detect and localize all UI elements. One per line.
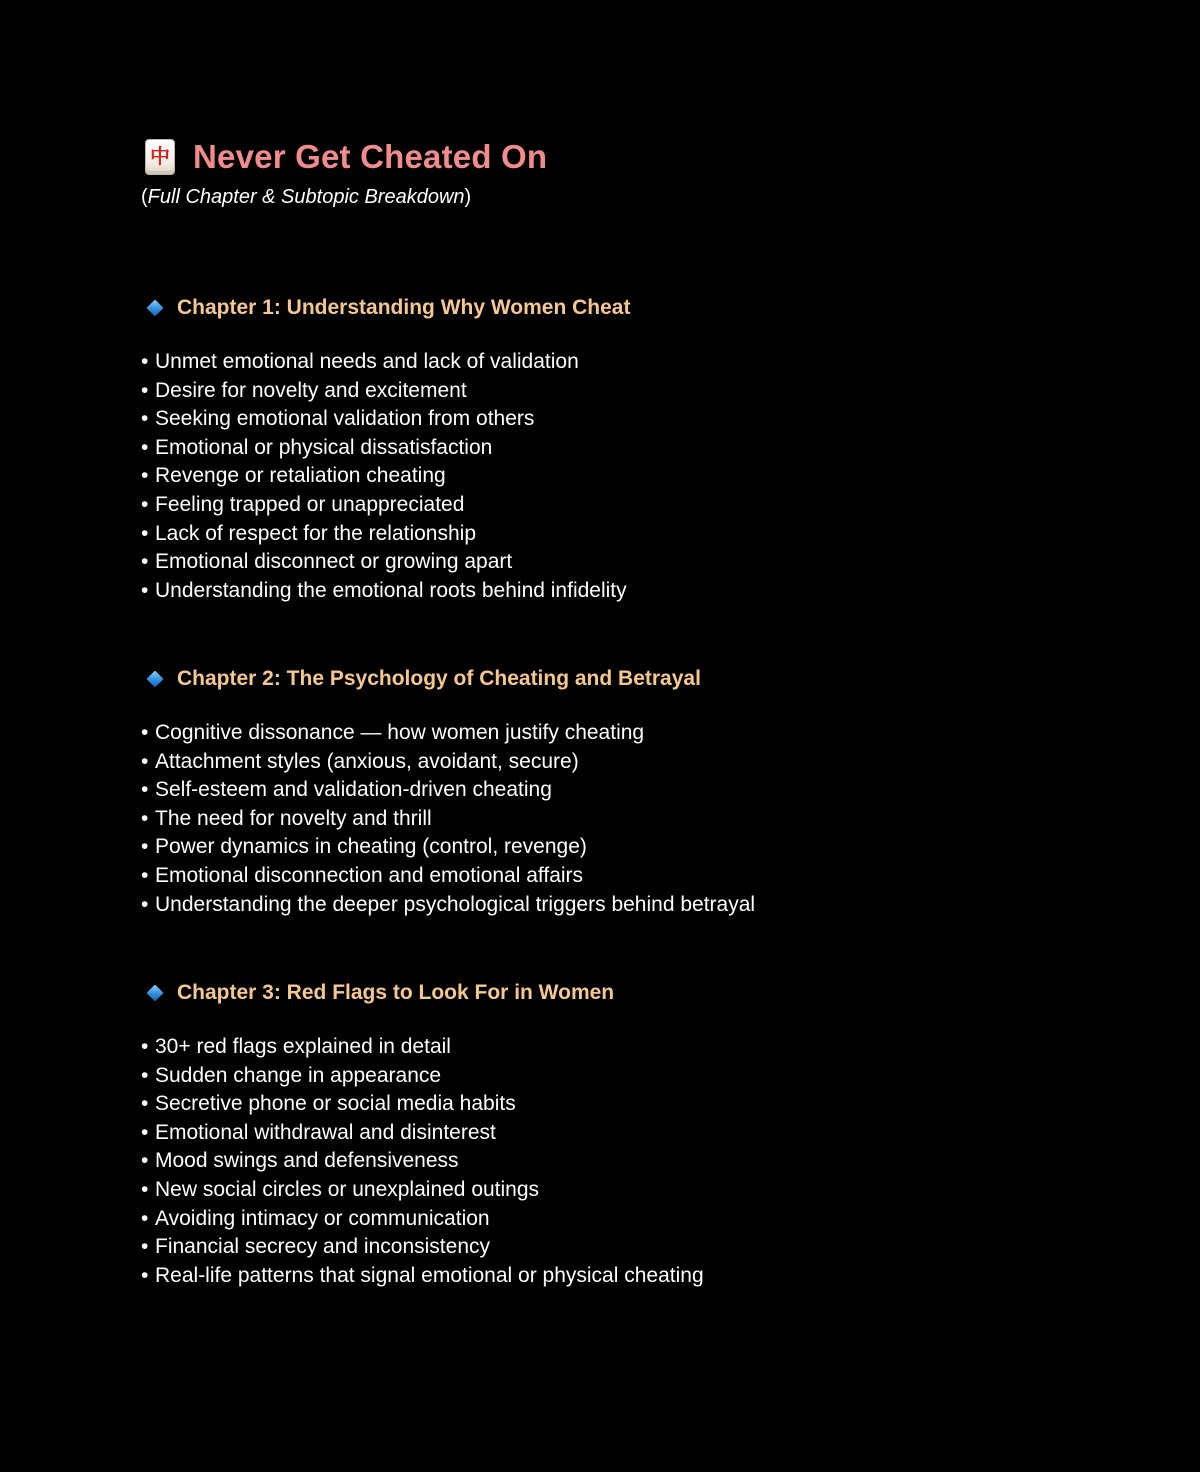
list-item-text: Emotional withdrawal and disinterest — [155, 1120, 496, 1144]
chapter-title: Chapter 3: Red Flags to Look For in Women — [177, 981, 615, 1004]
list-item — [141, 833, 1141, 862]
bullet: • — [141, 892, 149, 916]
bullet: • — [141, 806, 149, 830]
bullet: • — [141, 1206, 149, 1230]
blue-diamond-icon — [147, 985, 164, 1002]
list-item — [141, 548, 1141, 577]
list-item-text: Mood swings and defensiveness — [155, 1149, 459, 1173]
list-item — [141, 462, 1141, 491]
list-item — [141, 348, 1141, 377]
bullet: • — [141, 464, 149, 488]
chapter-subtopic-list — [141, 1033, 1141, 1290]
list-item-text: Sudden change in appearance — [155, 1063, 442, 1087]
list-item-text: 30+ red flags explained in detail — [155, 1035, 451, 1058]
chapter-subtopic-list — [141, 719, 1141, 919]
bullet: • — [141, 378, 149, 402]
list-item — [141, 805, 1141, 834]
list-item-text: Avoiding intimacy or communication — [155, 1206, 490, 1230]
bullet: • — [141, 407, 149, 431]
list-item — [141, 520, 1141, 549]
chapter-title: Chapter 2: The Psychology of Cheating and Betrayal — [177, 667, 701, 690]
bullet: • — [141, 749, 149, 773]
list-item — [141, 1062, 1141, 1091]
subtitle-text: Full Chapter & Subtopic Breakdown — [147, 186, 465, 208]
list-item — [141, 1176, 1141, 1205]
bullet: • — [141, 521, 149, 545]
list-item — [141, 719, 1141, 748]
list-item-text: Understanding the emotional roots behind infidelity — [155, 578, 627, 602]
bullet: • — [141, 550, 149, 574]
list-item — [141, 434, 1141, 463]
list-item-text: Emotional disconnect or growing apart — [155, 550, 513, 574]
list-item-text: Unmet emotional needs and lack of validation — [155, 350, 579, 373]
bullet: • — [141, 435, 149, 459]
blue-diamond-icon — [147, 671, 164, 688]
bullet: • — [141, 778, 149, 802]
tile-glyph: 中 — [150, 144, 170, 168]
chapter-title: Chapter 1: Understanding Why Women Cheat — [177, 296, 631, 319]
list-item — [141, 1205, 1141, 1234]
list-item — [141, 1147, 1141, 1176]
list-item-text: Power dynamics in cheating (control, revenge) — [155, 835, 587, 859]
bullet: • — [141, 350, 149, 373]
list-item — [141, 491, 1141, 520]
list-item-text: Revenge or retaliation cheating — [155, 464, 446, 488]
bullet: • — [141, 721, 149, 744]
list-item-text: Secretive phone or social media habits — [155, 1092, 516, 1116]
subtitle-open-paren: ( — [141, 186, 148, 208]
list-item — [141, 1233, 1141, 1262]
list-item-text: Attachment styles (anxious, avoidant, secure) — [155, 749, 579, 773]
bullet: • — [141, 1092, 149, 1116]
list-item-text: Financial secrecy and inconsistency — [155, 1235, 490, 1259]
list-item-text: Emotional disconnection and emotional affairs — [155, 863, 584, 887]
list-item-text: Self-esteem and validation-driven cheating — [155, 778, 552, 802]
bullet: • — [141, 578, 149, 602]
list-item — [141, 1033, 1141, 1062]
blue-diamond-icon — [147, 300, 164, 317]
subtitle-close-paren: ) — [464, 186, 472, 208]
list-item — [141, 748, 1141, 777]
list-item — [141, 577, 1141, 606]
document-page — [141, 134, 1141, 1287]
chapter-section — [141, 292, 1141, 605]
list-item-text: Cognitive dissonance — how women justify cheating — [155, 721, 645, 744]
list-item-text: Understanding the deeper psychological triggers behind betrayal — [155, 892, 756, 916]
list-item-text: Emotional or physical dissatisfaction — [155, 435, 493, 459]
chapter-section — [141, 977, 1141, 1290]
list-item-text: Real-life patterns that signal emotional or physical cheating — [155, 1263, 704, 1287]
list-item-text: Feeling trapped or unappreciated — [155, 492, 465, 516]
bullet: • — [141, 492, 149, 516]
chapter-subtopic-list — [141, 348, 1141, 605]
page-title: Never Get Cheated On — [193, 138, 548, 175]
chapter-heading — [141, 977, 1141, 1009]
bullet: • — [141, 1063, 149, 1087]
chapter-heading — [141, 292, 1141, 324]
list-item — [141, 405, 1141, 434]
page-subtitle — [141, 184, 1141, 210]
list-item — [141, 1119, 1141, 1148]
bullet: • — [141, 1035, 149, 1058]
list-item-text: Desire for novelty and excitement — [155, 378, 467, 402]
list-item — [141, 1090, 1141, 1119]
bullet: • — [141, 835, 149, 859]
bullet: • — [141, 1149, 149, 1173]
title-row — [141, 134, 1141, 180]
chapter-section — [141, 663, 1141, 919]
bullet: • — [141, 1120, 149, 1144]
list-item — [141, 776, 1141, 805]
bullet: • — [141, 1263, 149, 1287]
list-item-text: Lack of respect for the relationship — [155, 521, 477, 545]
mahjong-red-dragon-tile-icon — [145, 139, 175, 175]
list-item-text: Seeking emotional validation from others — [155, 407, 535, 431]
list-item-text: The need for novelty and thrill — [155, 806, 432, 830]
list-item — [141, 377, 1141, 406]
bullet: • — [141, 1235, 149, 1259]
chapter-heading — [141, 663, 1141, 695]
list-item — [141, 862, 1141, 891]
bullet: • — [141, 863, 149, 887]
bullet: • — [141, 1177, 149, 1201]
list-item-text: New social circles or unexplained outings — [155, 1177, 540, 1201]
list-item — [141, 891, 1141, 920]
list-item — [141, 1262, 1141, 1291]
